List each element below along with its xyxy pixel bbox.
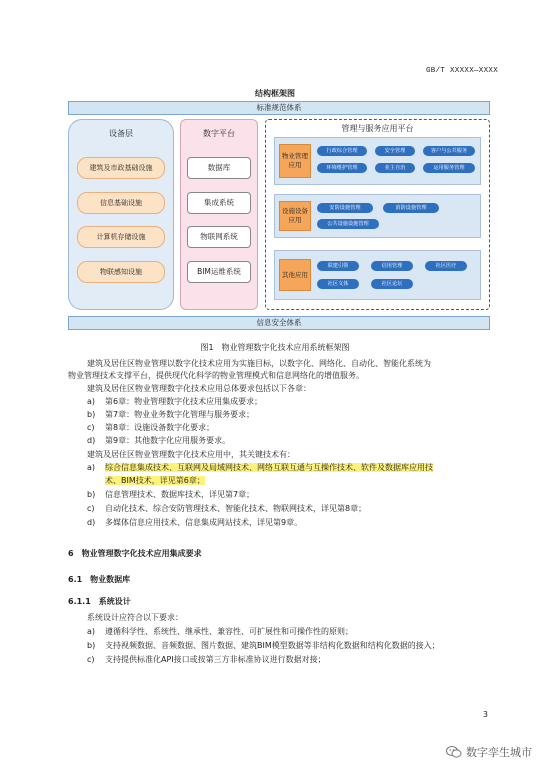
list-text: 信息管理技术、数据库技术，详见第7章； (105, 490, 255, 499)
list-marker: c) (87, 423, 95, 432)
list-marker: b) (87, 490, 96, 499)
app-pill: 安全管理 (375, 146, 415, 156)
mgmt-group-facilities (274, 194, 481, 238)
app-pill: 消防设施管理 (383, 203, 439, 213)
list-marker: d) (87, 436, 96, 445)
device-item: 物联感知设施 (77, 261, 165, 283)
list-text: 第7章：物业业务数字化管理与服务要求； (105, 410, 255, 419)
list-marker: a) (87, 627, 96, 636)
device-layer-panel (68, 119, 174, 310)
list-item (87, 626, 353, 638)
standard-code: GB/T XXXXX—XXXX (425, 67, 498, 75)
wechat-icon (446, 745, 462, 759)
mgmt-group-property (274, 137, 481, 185)
list-item (87, 640, 440, 652)
watermark (446, 744, 532, 760)
list-marker: c) (87, 504, 95, 513)
app-pill: 客户与公共服务 (423, 146, 475, 156)
list-item (87, 654, 326, 666)
app-pill: 安防设施管理 (317, 203, 373, 213)
app-pill: 运用服务管理 (423, 163, 475, 173)
platform-item: BIM运维系统 (187, 261, 251, 283)
mgmt-platform-label: 管理与服务应用平台 (341, 124, 414, 133)
device-layer-label: 设备层 (109, 129, 133, 138)
highlight-text: 术、BIM技术，详见第6章； (105, 476, 205, 485)
app-pill: 社区论坛 (371, 279, 413, 289)
group-tag: 设施设备应用 (279, 201, 311, 231)
device-item: 建筑及市政基础设施 (77, 157, 165, 179)
app-pill: 联建引领 (317, 261, 359, 271)
top-bar-standards: 标准规范体系 (68, 101, 490, 115)
list-marker: a) (87, 397, 96, 406)
platform-item: 集成系统 (187, 192, 251, 214)
list-item (87, 503, 366, 515)
list-text: 支持视频数据、音频数据、图片数据、建筑BIM模型数据等非结构化数据和结构化数据的接入； (105, 641, 440, 650)
paragraph-line: 物业管理技术支撑平台，提供现代化科学的物业管理模式和信息网络化的增值服务。 (68, 371, 364, 380)
mgmt-platform-panel (265, 119, 490, 310)
list-text: 多媒体信息应用技术、信息集成网站技术，详见第9章。 (105, 518, 303, 527)
subsubsection-heading: 6.1.1 系统设计 (68, 597, 131, 606)
digital-platform-panel (180, 119, 258, 310)
list-item (87, 489, 254, 501)
list-marker: b) (87, 641, 96, 650)
digital-platform-label: 数字平台 (203, 129, 235, 138)
paragraph-line: 建筑及居住区物业管理以数字化技术应用为实施目标，以数字化、网络化、自动化、智能化系统为 (87, 359, 431, 368)
app-pill: 环境维护管理 (317, 163, 367, 173)
list-item (87, 517, 302, 529)
highlighted-list-item: a) 综合信息集成技术、互联网及局域网技术、网络互联互通与互操作技术、软件及数据库应用技 (87, 463, 433, 472)
group-tag: 物业管理应用 (279, 144, 311, 178)
list-marker: c) (87, 655, 95, 664)
bottom-bar-security: 信息安全体系 (68, 316, 490, 330)
list-item (87, 409, 254, 421)
app-pill: 业主自治 (375, 163, 415, 173)
device-item: 计算机存储设施 (77, 226, 165, 248)
section-heading: 6 物业管理数字化技术应用集成要求 (68, 549, 202, 558)
diagram-title: 结构框架图 (255, 89, 295, 98)
platform-item: 物联网系统 (187, 226, 251, 248)
mgmt-group-other (274, 250, 481, 300)
app-pill: 行政综合管理 (317, 146, 367, 156)
subsection-heading: 6.1 物业数据库 (68, 575, 131, 584)
highlight-text: 综合信息集成技术、互联网及局域网技术、网络互联互通与互操作技术、软件及数据库应用技 (105, 463, 433, 472)
highlighted-list-item-cont (105, 475, 205, 487)
list-item (87, 422, 214, 434)
paragraph: 系统设计应符合以下要求： (87, 613, 183, 622)
list-marker: b) (87, 410, 96, 419)
list-item (87, 396, 262, 408)
platform-item: 数据库 (187, 157, 251, 179)
device-item: 信息基础设施 (77, 192, 165, 214)
list-text: 第8章：设施设备数字化要求； (105, 423, 215, 432)
app-pill: 公共设施设施管理 (317, 219, 379, 229)
paragraph: 建筑及居住区物业管理数字化技术应用中，其关键技术有： (87, 450, 295, 459)
group-tag: 其他应用 (279, 259, 311, 291)
app-pill: 社区医疗 (425, 261, 467, 271)
list-text: 自动化技术、综合安防管理技术、智能化技术、物联网技术，详见第8章； (105, 504, 367, 513)
list-marker: d) (87, 518, 96, 527)
app-pill: 信用管理 (371, 261, 413, 271)
page-number: 3 (482, 710, 488, 719)
paragraph: 建筑及居住区物业管理数字化技术应用总体要求包括以下各章： (87, 384, 311, 393)
list-text: 第6章：物业管理数字化技术应用集成要求； (105, 397, 263, 406)
app-pill: 社区文体 (317, 279, 359, 289)
list-text: 第9章：其他数字化应用服务要求。 (105, 436, 231, 445)
list-text: 遵循科学性、系统性、继承性、兼容性、可扩展性和可操作性的原则； (105, 627, 353, 636)
watermark-text: 数字孪生城市 (466, 746, 532, 759)
figure-caption: 图1 物业管理数字化技术应用系统框架图 (200, 343, 350, 352)
list-text: 支持提供标准化API接口或按第三方非标准协议进行数据对接； (105, 655, 326, 664)
list-item (87, 435, 230, 447)
